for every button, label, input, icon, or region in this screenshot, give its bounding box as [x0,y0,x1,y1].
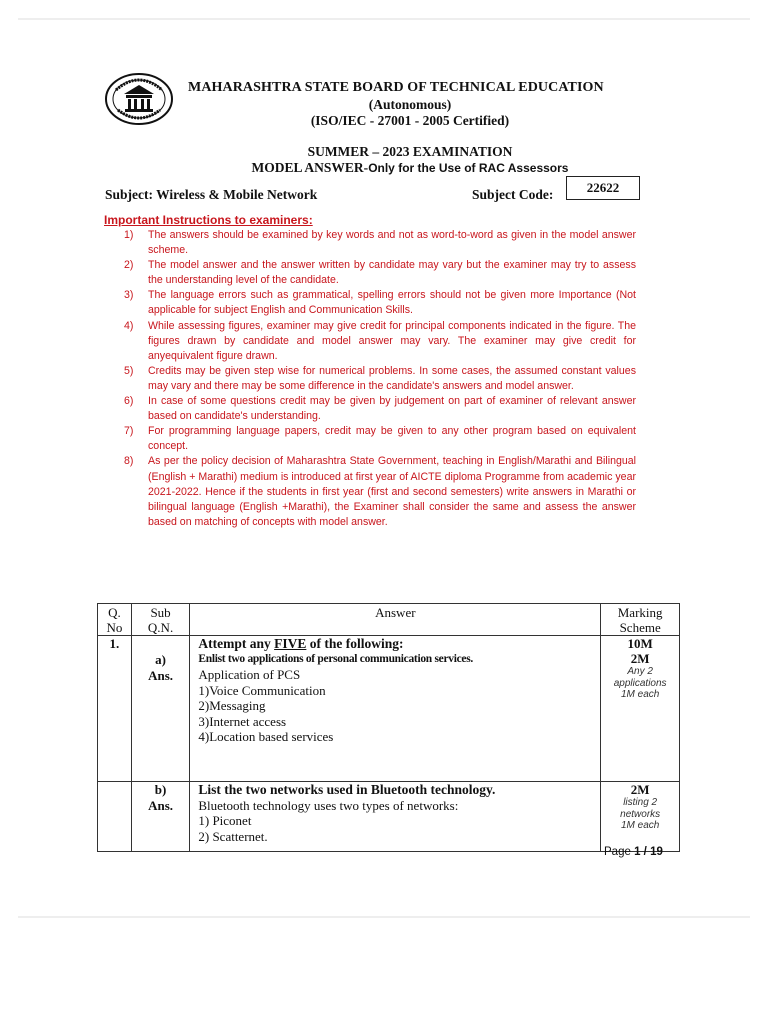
answer-line: Bluetooth technology uses two types of networks: [198,797,459,813]
answer-line: 2) Scatternet. [198,828,268,844]
table-row [98,782,680,852]
header-marking-scheme [601,604,680,636]
marking-note: applications [613,677,667,689]
sub-question-cell [131,636,190,782]
ans-label: Ans. [148,798,174,813]
current-page: 1 [634,846,641,858]
instruction-number: 3) [124,289,134,302]
ans-label: Ans. [148,668,174,683]
page-number [604,846,663,858]
table-header-row [98,604,680,636]
instruction-text: As per the policy decision of Maharashtra State Government, teaching in English/Marathi and Bilingual (English + Marathi) medium is introduced at first year of AICTE diploma Programme from academic year 2021-2022. Hence if the students in first year (first and second semesters) write answers in Marathi or bilingual language (English +Marathi), the Examiner shall consider the same and assess the answer based on matching of concepts with model answer. [148,455,636,528]
sub-question-text: Enlist two applications of personal communication services. [198,652,473,665]
question-title-pre: Attempt any [198,636,275,651]
answer-table [97,603,680,852]
question-title-post: of the following: [306,636,404,651]
header-q-label: Q. [108,605,121,620]
instruction-number: 6) [124,395,134,408]
sub-question-text: List the two networks used in Bluetooth technology. [198,782,496,797]
instruction-number: 5) [124,364,134,377]
instruction-number: 8) [124,455,134,468]
answer-line: 1)Voice Communication [198,682,326,698]
header-sub-label: Sub [150,605,171,620]
instruction-item [104,454,636,529]
top-divider [18,18,750,20]
instructions-section [104,213,636,530]
instruction-number: 2) [124,259,134,272]
subject-code-box: 22622 [566,176,640,200]
instruction-text: The language errors such as grammatical, spelling errors should not be given more Importance (Not applicable for subject English and Communication Skills. [148,289,636,317]
header-q-no [98,604,132,636]
instruction-text: The model answer and the answer written by candidate may vary but the examiner may try to assess the understanding level of the candidate. [148,259,636,287]
instruction-text: For programming language papers, credit may be given to any other program based on equivalent concept. [148,425,636,453]
answer-cell [190,782,601,852]
page-separator: / [640,846,651,858]
instruction-text: The answers should be examined by key words and not as word-to-word as given in the model answer scheme. [148,229,636,257]
instruction-text: In case of some questions credit may be given by judgement on part of examiner of relevant answer based on candidate's understanding. [148,395,636,423]
header-no-label: No [106,620,123,635]
marking-note: networks [620,808,661,820]
sub-marks: 2M [630,782,650,797]
instructions-title: Important Instructions to examiners: [104,213,313,227]
header-marking-label: Marking [617,605,663,620]
instruction-number: 4) [124,319,134,332]
msbte-logo-icon [104,72,174,126]
instruction-item [104,228,636,258]
answer-cell [190,636,601,782]
subject-code-label: Subject Code: [472,187,554,202]
subject-name: Subject: Wireless & Mobile Network [105,187,318,202]
header-qn-label: Q.N. [147,620,174,635]
table-row [98,636,680,782]
sub-question-label: b) [154,782,167,797]
model-answer-title [190,160,630,176]
total-marks: 10M [627,636,653,651]
marking-note: 1M each [620,689,660,700]
answer-line: 2)Messaging [198,698,266,713]
answer-line: 1) Piconet [198,813,252,828]
marking-note: 1M each [620,820,660,831]
sub-question-label: a) [155,652,166,667]
answer-line: Application of PCS [198,667,301,682]
sub-marks: 2M [630,651,650,666]
iso-certification: (ISO/IEC - 27001 - 2005 Certified) [310,113,510,128]
answer-line: 3)Internet access [198,713,287,729]
question-title [198,636,600,652]
sub-question-cell [131,782,190,852]
question-title-emphasis: FIVE [274,636,307,651]
instruction-item [104,364,636,394]
header-scheme-label: Scheme [619,620,661,635]
page-prefix: Page [604,846,635,858]
model-answer-suffix: Only for the Use of RAC Assessors [368,161,569,175]
instruction-number: 1) [124,229,134,241]
marking-note: listing 2 [623,797,658,808]
question-number: 1. [98,636,132,782]
total-pages: 19 [650,846,663,858]
instruction-text: Credits may be given step wise for numerical problems. In some cases, the assumed constant values may vary and there may be some difference in the candidate's answers and model answer. [148,364,636,392]
question-number [98,782,132,852]
instructions-list [104,228,636,530]
marking-note: Any 2 [627,666,653,677]
marks-cell [601,782,680,852]
answer-line: 4)Location based services [198,729,334,744]
board-name: MAHARASHTRA STATE BOARD OF TECHNICAL EDUCATION [188,80,604,95]
instruction-text: While assessing figures, examiner may give credit for principal components indicated in the figure. The figures drawn by candidate and model answer may vary. The examiner may give credit for anyequivalent figure drawn. [148,319,636,362]
instruction-number: 7) [124,425,134,438]
marks-cell [601,636,680,782]
instruction-item [104,319,636,364]
instruction-item [104,424,636,454]
instruction-item [104,288,636,318]
header-sub-qn [131,604,190,636]
instruction-item [104,258,636,288]
bottom-divider [18,916,750,918]
header-answer: Answer [190,604,601,636]
model-answer-prefix: MODEL ANSWER- [251,160,369,175]
instruction-item [104,394,636,424]
autonomous-label: (Autonomous) [368,97,452,112]
exam-title: SUMMER – 2023 EXAMINATION [307,144,513,159]
